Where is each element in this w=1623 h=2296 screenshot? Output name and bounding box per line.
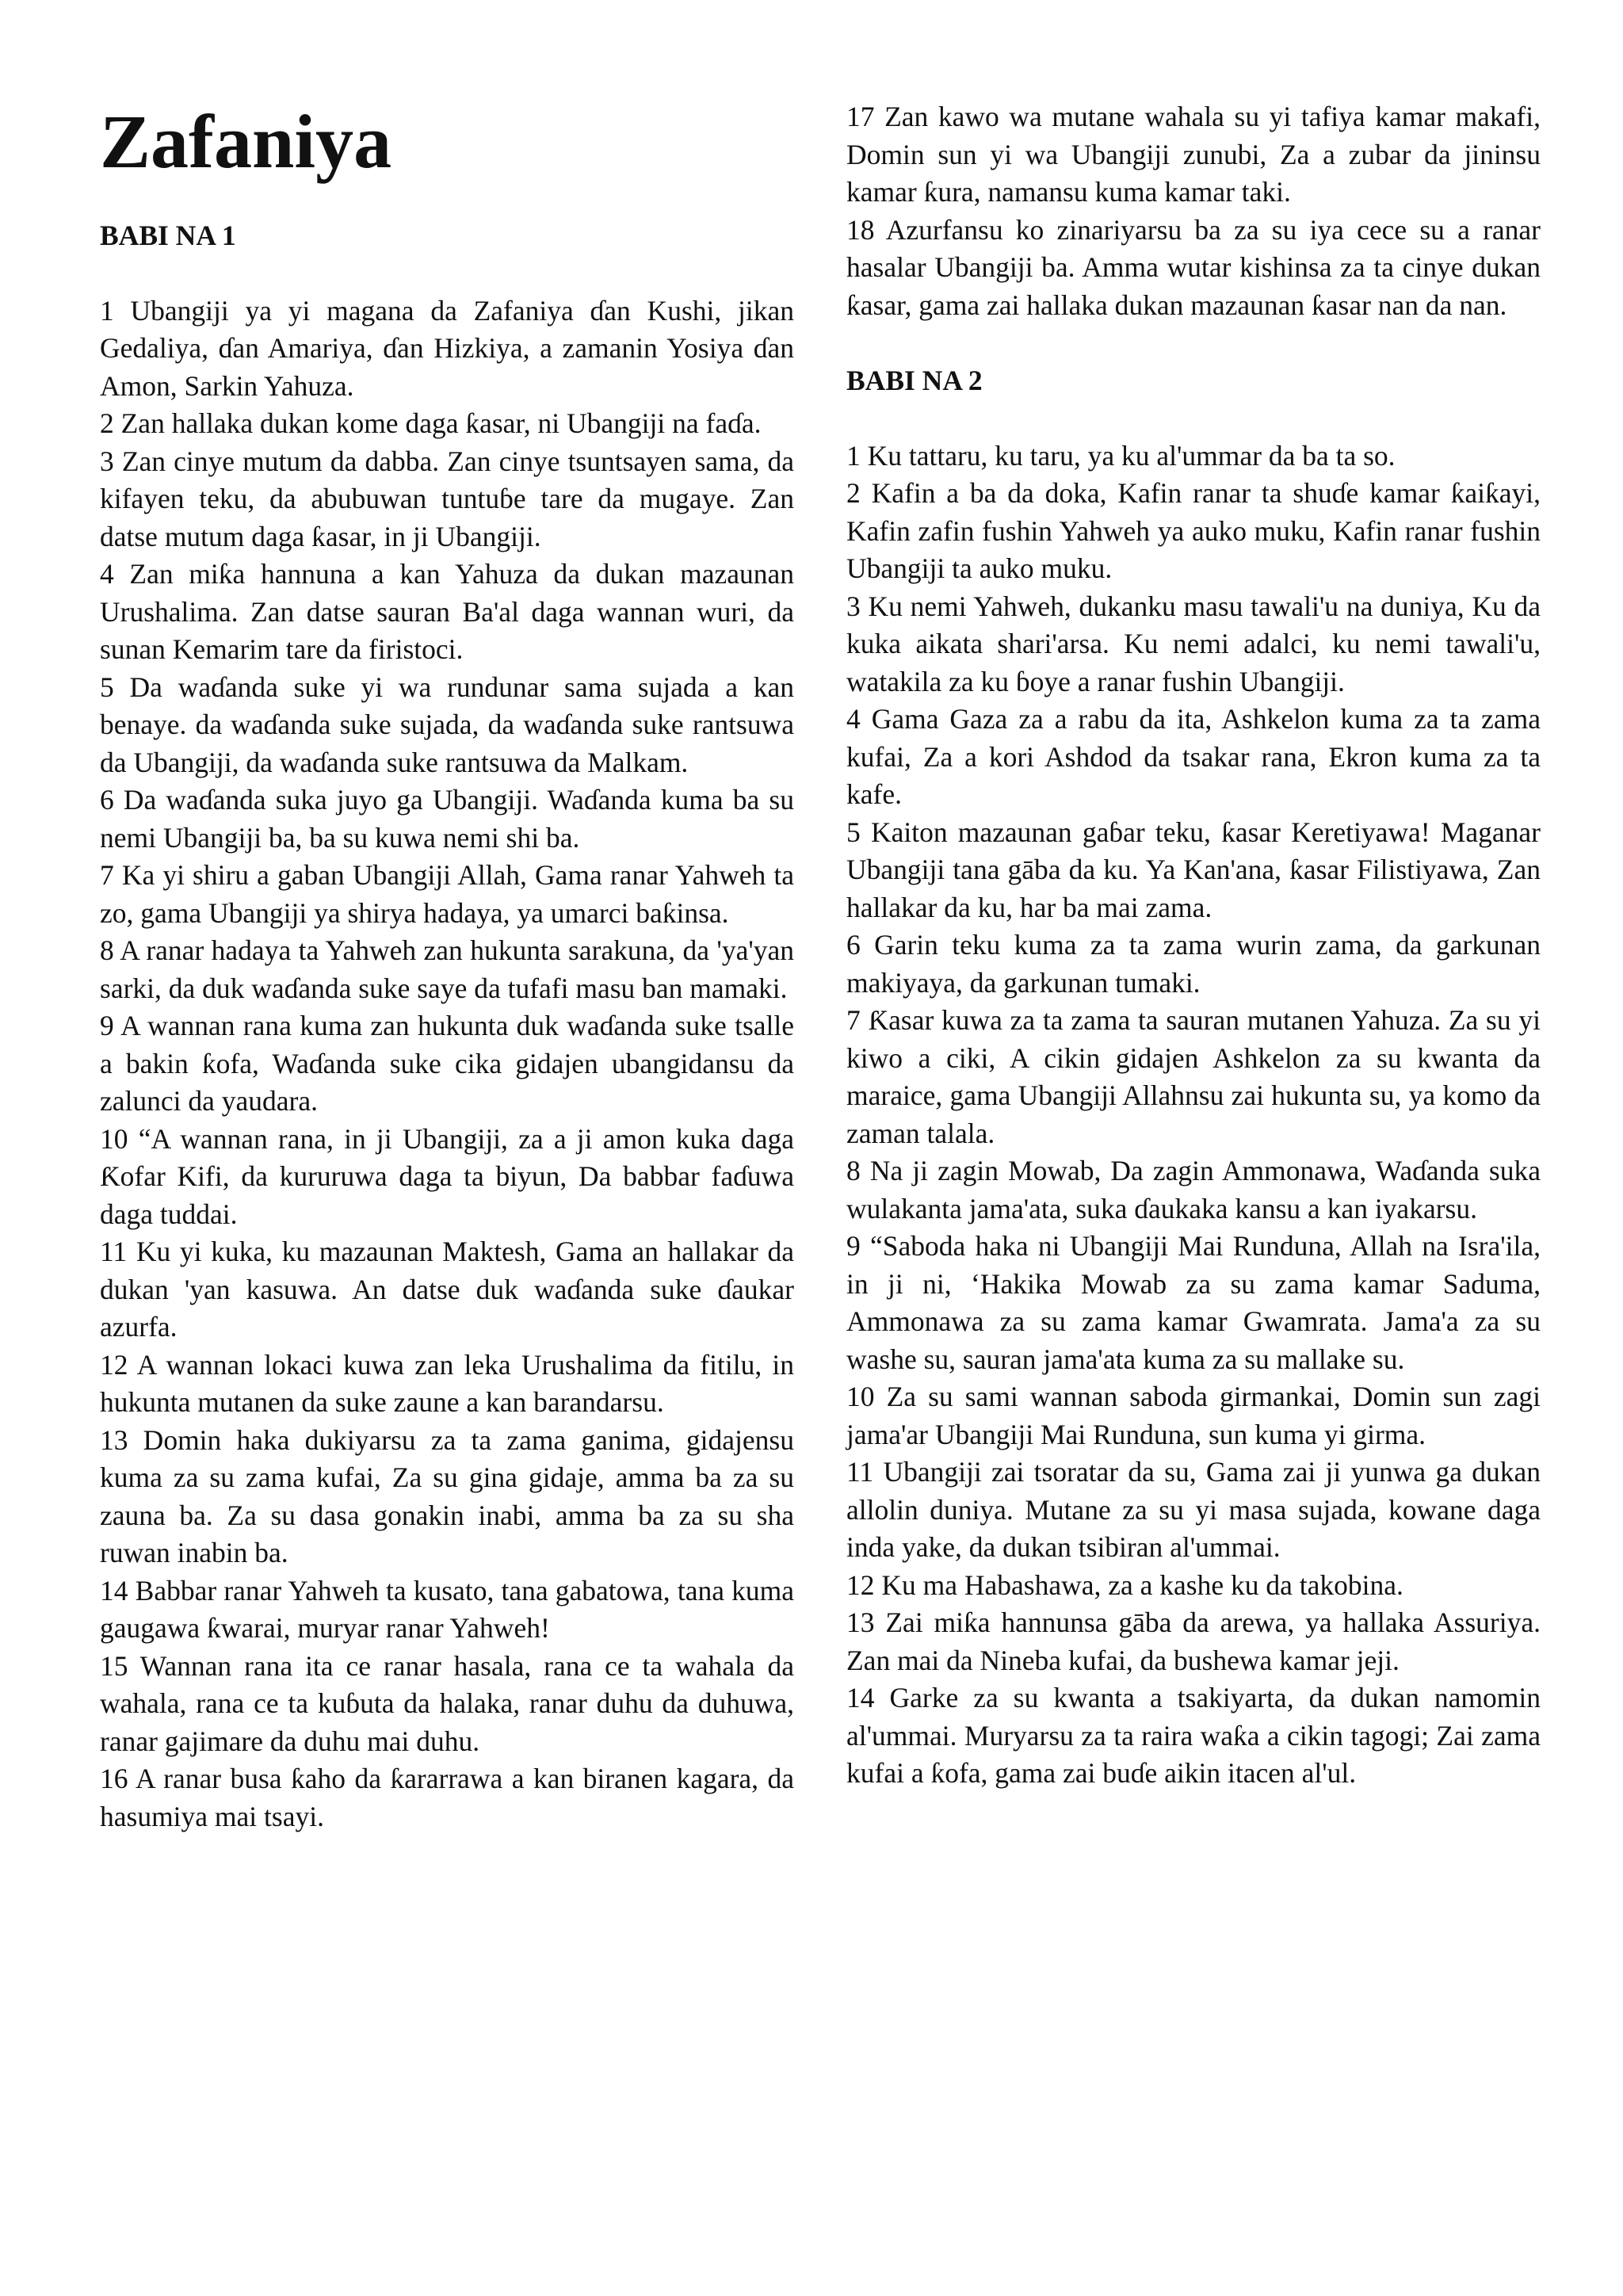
verse: 8 Na ji zagin Mowab, Da zagin Ammonawa, Waɗanda suka wulakanta jama'ata, suka ɗaukaka kansu a kan iyakarsu.	[846, 1155, 1541, 1224]
verse: 15 Wannan rana ita ce ranar hasala, rana ce ta wahala da wahala, rana ce ta kuɓuta da halaka, ranar duhu da duhuwa, ranar gajimare da duhu mai duhu.	[100, 1649, 794, 1757]
chapter-heading: BABI NA 2	[846, 365, 983, 396]
verse: 14 Babbar ranar Yahweh ta kusato, tana gabatowa, tana kuma gaugawa ƙwarai, muryar ranar Yahweh!	[100, 1574, 794, 1644]
verse: 1 Ubangiji ya yi magana da Zafaniya ɗan Kushi, jikan Gedaliya, ɗan Amariya, ɗan Hizkiya, a zamanin Yosiya ɗan Amon, Sarkin Yahuza.	[100, 294, 794, 402]
verse: 12 A wannan lokaci kuwa zan leka Urushalima da fitilu, in hukunta mutanen da suke zaune a kan barandarsu.	[100, 1348, 794, 1418]
verse: 12 Ku ma Habashawa, za a kashe ku da takobina.	[846, 1568, 1403, 1601]
verse: 7 Ka yi shiru a gaban Ubangiji Allah, Gama ranar Yahweh ta zo, gama Ubangiji ya shirya hadaya, ya umarci baƙinsa.	[100, 859, 794, 929]
verse: 5 Da waɗanda suke yi wa rundunar sama sujada a kan benaye. da waɗanda suke sujada, da waɗanda suke rantsuwa da Ubangiji, da waɗanda suke rantsuwa da Malkam.	[100, 670, 794, 778]
left-column	[100, 98, 794, 1836]
verse: 17 Zan kawo wa mutane wahala su yi tafiya kamar makafi, Domin sun yi wa Ubangiji zunubi, Za a zubar da jininsu kamar ƙura, namansu kuma kamar taki.	[846, 101, 1541, 208]
verse: 6 Garin teku kuma za ta zama wurin zama, da garkunan makiyaya, da garkunan tumaki.	[846, 929, 1541, 999]
verse: 16 A ranar busa ƙaho da ƙararrawa a kan biranen kagara, da hasumiya mai tsayi.	[100, 1763, 794, 1832]
verse: 1 Ku tattaru, ku taru, ya ku al'ummar da ba ta so.	[846, 439, 1396, 472]
verse: 13 Domin haka dukiyarsu za ta zama ganima, gidajensu kuma za su zama kufai, Za su gina gidaje, amma ba za su zauna ba. Za su dasa gonakin inabi, amma ba za su sha ruwan inabin ba.	[100, 1423, 794, 1568]
verse: 11 Ubangiji zai tsoratar da su, Gama zai ji yunwa ga dukan allolin duniya. Mutane za su yi masa sujada, kowane daga inda yake, da dukan tsibiran al'ummai.	[846, 1456, 1541, 1563]
verse: 8 A ranar hadaya ta Yahweh zan hukunta sarakuna, da 'ya'yan sarki, da duk waɗanda suke saye da tufafi masu ban mamaki.	[100, 934, 794, 1004]
verse: 4 Zan miƙa hannuna a kan Yahuza da dukan mazaunan Urushalima. Zan datse sauran Ba'al daga wannan wuri, da sunan Kemarim tare da firistoci.	[100, 558, 794, 665]
verse: 10 “A wannan rana, in ji Ubangiji, za a ji amon kuka daga Ƙofar Kifi, da kururuwa daga ta biyun, Da babbar faɗuwa daga tuddai.	[100, 1122, 794, 1230]
verse: 3 Zan cinye mutum da dabba. Zan cinye tsuntsayen sama, da kifayen teku, da abubuwan tuntuɓe tare da mugaye. Zan datse mutum daga ƙasar, in ji Ubangiji.	[100, 445, 794, 552]
chapter-heading: BABI NA 1	[100, 220, 236, 251]
verse: 10 Za su sami wannan saboda girmankai, Domin sun zagi jama'ar Ubangiji Mai Runduna, sun kuma yi girma.	[846, 1381, 1541, 1450]
verse: 14 Garke za su kwanta a tsakiyarta, da dukan namomin al'ummai. Muryarsu za ta raira waƙa a cikin tagogi; Zai zama kufai a ƙofa, gama zai buɗe aikin itacen al'ul.	[846, 1682, 1541, 1789]
verse: 13 Zai miƙa hannunsa gāba da arewa, ya hallaka Assuriya. Zan mai da Nineba kufai, da bushewa kamar jeji.	[846, 1606, 1541, 1676]
verse: 2 Zan hallaka dukan kome daga ƙasar, ni Ubangiji na faɗa.	[100, 407, 762, 439]
verse: 2 Kafin a ba da doka, Kafin ranar ta shuɗe kamar ƙaiƙayi, Kafin zafin fushin Yahweh ya auko muku, Kafin ranar fushin Ubangiji ta auko muku.	[846, 477, 1541, 584]
verse: 9 “Saboda haka ni Ubangiji Mai Runduna, Allah na Isra'ila, in ji ni, ‘Hakika Mowab za su zama kamar Saduma, Ammonawa za su zama kamar Gwamrata. Jama'a za su washe su, sauran jama'ata kuma za su mallake su.	[846, 1230, 1541, 1375]
verse: 11 Ku yi kuka, ku mazaunan Maktesh, Gama an hallakar da dukan 'yan kasuwa. An datse duk waɗanda suke ɗaukar azurfa.	[100, 1236, 794, 1343]
verse: 9 A wannan rana kuma zan hukunta duk waɗanda suke tsalle a bakin ƙofa, Waɗanda suke cika gidajen ubangidansu da zalunci da yaudara.	[100, 1010, 794, 1117]
verse: 7 Ƙasar kuwa za ta zama ta sauran mutanen Yahuza. Za su yi kiwo a ciki, A cikin gidajen Ashkelon za su kwanta da maraice, gama Ubangiji Allahnsu zai hukunta su, ya komo da zaman talala.	[846, 1004, 1541, 1149]
verse: 4 Gama Gaza za a rabu da ita, Ashkelon kuma za ta zama kufai, Za a kori Ashdod da tsakar rana, Ekron kuma za ta kafe.	[846, 703, 1541, 810]
verse: 3 Ku nemi Yahweh, dukanku masu tawali'u na duniya, Ku da kuka aikata shari'arsa. Ku nemi adalci, ku nemi tawali'u, watakila za ku ɓoye a ranar fushin Ubangiji.	[846, 590, 1541, 697]
verse: 18 Azurfansu ko zinariyarsu ba za su iya cece su a ranar hasalar Ubangiji ba. Amma wutar kishinsa za ta cinye dukan ƙasar, gama zai hallaka dukan mazaunan ƙasar nan da nan.	[846, 213, 1541, 321]
book-title: Zafaniya	[100, 99, 392, 184]
verse: 5 Kaiton mazaunan gaɓar teku, ƙasar Keretiyawa! Maganar Ubangiji tana gāba da ku. Ya Kan'ana, ƙasar Filistiyawa, Zan hallakar da ku, har ba mai zama.	[846, 816, 1541, 923]
right-column	[846, 98, 1541, 1793]
verse: 6 Da waɗanda suka juyo ga Ubangiji. Waɗanda kuma ba su nemi Ubangiji ba, ba su kuwa nemi shi ba.	[100, 784, 794, 854]
